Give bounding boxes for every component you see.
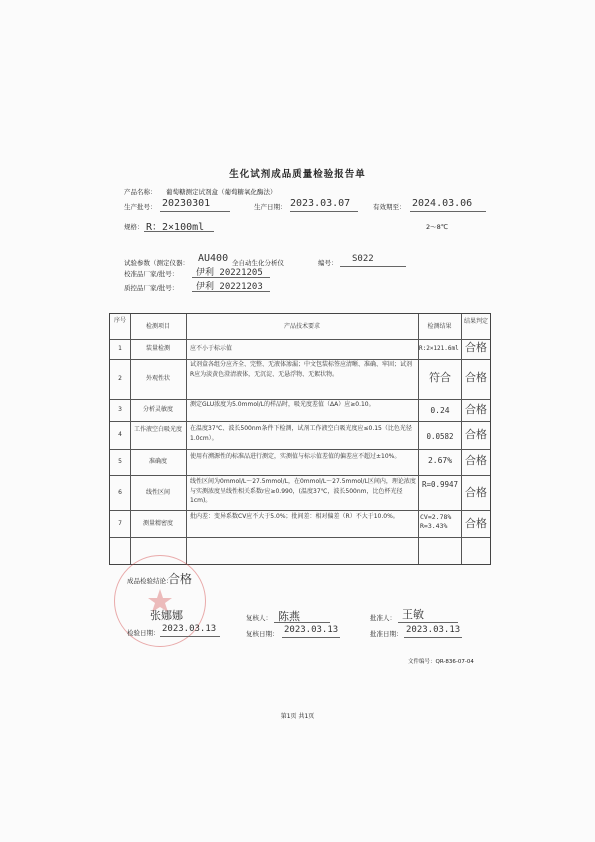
row-6-item: 线性区间 [145,489,170,496]
spec-underline [144,231,214,232]
spec-value: R：2×100ml [146,222,205,233]
row-5-req: 使用有溯源性的标准品进行测定，实测值与标示值差值的偏差应不超过±10%。 [190,453,401,460]
reviewer-label: 复核人： [246,614,272,622]
conclusion-value: 合格 [168,572,193,586]
product-name: 葡萄糖测定试剂盒（葡萄糖氧化酶法） [166,188,277,196]
row-5-item: 准确度 [148,458,167,465]
calib-label: 校准品厂家/批号： [124,270,179,278]
row-4-no: 4 [118,431,122,438]
row-2-req: 试剂盒各组分应齐全、完整、无液体渗漏；中文包装标签应清晰、准确、牢固；试剂R应为淡黄色澄清液体，无沉淀、无悬浮物、无絮状物。 [190,361,413,378]
review-date-label: 复核日期： [246,630,279,638]
row-2-item: 外观性状 [145,375,170,382]
conclusion-label: 成品检验结论： [127,577,173,585]
serial-value: S022 [352,254,374,264]
review-date-value: 2023.03.13 [284,625,339,635]
row-7-judge: 合格 [465,517,487,530]
inspector-signature: 张娜娜 [150,609,183,622]
row-7-req: 批内差：变异系数CV应不大于5.0%；批间差：相对偏差（R）不大于10.0%。 [190,513,399,520]
row-4-item: 工作液空白吸光度 [133,426,182,433]
row-1-judge: 合格 [465,341,487,354]
row-6-req: 线性区间为0mmol/L～27.5mmol/L，在0mmol/L～27.5mmol/L区间内，理论浓度与实测浓度呈线性相关系数r应≥0.990，(温度37℃，波长500nm，比色杯光径1cm)。 [190,478,416,504]
row-2-result: 符合 [429,371,451,384]
page-footer: 第1页 共1页 [280,713,315,720]
approver-label: 批准人： [370,614,396,622]
row-2-judge: 合格 [465,371,487,384]
expiry-value: 2024.03.06 [412,198,473,209]
row-5-judge: 合格 [465,454,487,467]
row-4-req: 在温度37℃、波长500nm条件下检测，试剂工作液空白吸光度应≤0.15（比色光径1.0cm）。 [190,425,412,442]
row-1-req: 应不小于标示值 [190,345,233,352]
prod-date-value: 2023.03.07 [290,198,351,209]
row-6-judge: 合格 [465,486,487,499]
approve-date-value: 2023.03.13 [406,625,461,635]
row-6-result: R=0.9947 [421,480,459,489]
qc-underline [192,291,270,292]
instrument-suffix: 全自动生化分析仪 [232,259,284,267]
prod-date-underline [290,211,358,212]
row-1-item: 装量检测 [145,345,170,352]
product-name-label: 产品名称： [124,188,157,196]
calib-value: 伊利 20221205 [196,268,263,278]
spec-label: 规格： [124,223,144,231]
header-judge: 结果判定 [463,318,488,325]
report-title: 生化试剂成品质量检验报告单 [229,169,366,180]
storage-text: 2～8℃ [426,223,449,231]
header-req: 产品技术要求 [283,323,320,330]
row-2-no: 2 [118,375,122,382]
inspection-table [109,313,491,565]
reviewer-signature: 陈燕 [278,610,300,623]
instrument-value: AU400 [198,253,229,264]
row-7-item: 测量精密度 [142,520,173,527]
row-3-item: 分析灵敏度 [142,406,173,413]
batch-underline [160,211,230,212]
qc-label: 质控品厂家/批号： [124,284,179,292]
row-5-result: 2.67% [427,456,453,465]
row-5-no: 5 [118,458,122,465]
row-3-req: 测定GLU浓度为5.0mmol/L的样品时，吸光度差值（ΔA）应≥0.10。 [190,401,375,408]
row-1-no: 1 [118,345,122,352]
approve-date-label: 批准日期： [370,630,403,638]
serial-label: 编号： [318,259,338,267]
expiry-underline [410,211,486,212]
qc-value: 伊利 20221203 [196,282,263,292]
header-item: 检测项目 [145,323,170,330]
row-3-result: 0.24 [430,406,450,415]
approver-signature: 王敏 [402,608,424,621]
file-number: 文件编号：QR-836-07-04 [408,659,474,665]
calib-underline [192,277,270,278]
row-6-no: 6 [118,489,122,496]
row-3-no: 3 [118,406,122,413]
expiry-label: 有效期至： [373,203,406,211]
params-label: 试验参数（测定仪器： [124,259,189,267]
row-3-judge: 合格 [465,403,487,416]
batch-label: 生产批号： [124,203,157,211]
inspect-date-label: 检验日期： [127,629,160,637]
row-1-result: R:2×121.6ml [419,345,459,352]
serial-underline [340,266,406,267]
header-result: 检测结果 [427,323,452,330]
header-no: 序号 [113,317,126,324]
prod-date-label: 生产日期： [254,203,287,211]
row-4-result: 0.0582 [426,432,454,441]
row-7-no: 7 [118,520,122,527]
batch-value: 20230301 [162,198,211,209]
inspect-date-value: 2023.03.13 [162,624,217,634]
row-7-result: CV=2.78% R=3.43% [420,513,452,530]
row-4-judge: 合格 [465,428,487,441]
